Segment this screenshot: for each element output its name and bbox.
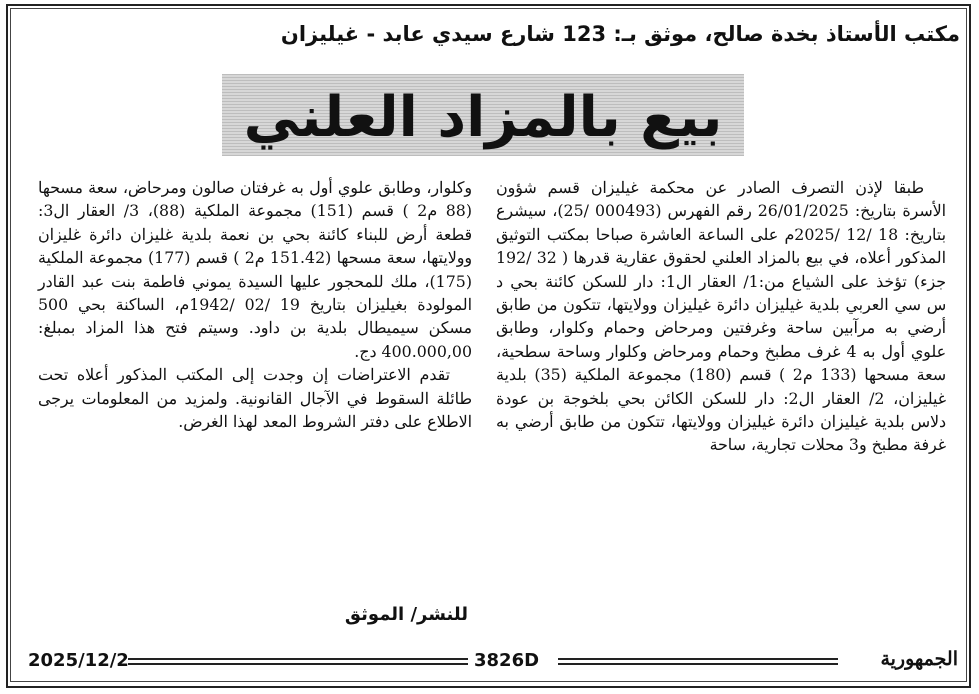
issue-number: 3826D	[474, 650, 540, 671]
publication-signoff: للنشر/ الموثق	[344, 604, 468, 625]
footer-rule-left	[128, 658, 468, 665]
newspaper-logo	[846, 648, 958, 676]
newspaper-logo-text: الجمهورية	[880, 648, 958, 670]
notary-office-line: مكتب الأستاذ بخدة صالح، موثق بـ: 123 شارع سيدي عابد - غيليزان	[280, 22, 960, 46]
right-column-paragraph: طبقا لإذن التصرف الصادر عن محكمة غيليزان قسم شؤون الأسرة بتاريخ: 26/01/2025 رقم الفهرس (000493 /25)، سيشرع بتاريخ: 18 /12 /2025م على الساعة العاشرة صباحا بمكتب التوثيق المذكور أعلاه، في بيع بالمزاد العلني لحقوق عقارية قدرها ( 32 /192 جزء) تؤخذ على الشياع من:1/ العقار ال1: دار للسكن كائنة بحي د س سي العربي بلدية غيليزان دائرة غيليزان وولايتها، تتكون من طابق أرضي به مرآبين ساحة وغرفتين ومرحاض وحمام وكلوار، وطابق علوي أول به 4 غرف مطبخ وحمام ومرحاض وكلوار وساحة سطحية، سعة مسحها (133 م2 ) قسم (180) مجموعة الملكية (35) بلدية غيليزان، 2/ العقار ال2: دار للسكن الكائن بحي بلخوجة بن عودة دلاس بلدية غيليزان دائرة غيليزان وولايتها، تتكون من طابق أرضي به غرفة مطبخ و3 محلات تجارية، ساحة	[496, 178, 947, 455]
auction-title: بيع بالمزاد العلني	[243, 85, 723, 150]
footer-rule-right	[558, 658, 838, 665]
right-column	[496, 176, 946, 457]
footer-date: 2025/12/2	[28, 650, 129, 671]
left-column-paragraph-2: تقدم الاعتراضات إن وجدت إلى المكتب المذكور أعلاه تحت طائلة السقوط في الآجال القانونية. ولمزيد من المعلومات يرجى الاطلاع على دفتر الشروط المعد لهذا الغرض.	[38, 365, 472, 432]
left-column-paragraph-1: وكلوار، وطابق علوي أول به غرفتان صالون ومرحاض، سعة مسحها (88 م2 ) قسم (151) مجموعة الملكية (88)، 3/ العقار ال3: قطعة أرض للبناء كائنة بحي بن نعمة بلدية غليزان دائرة غليزان وولايتها، سعة مسحها (151.42 م2 ) قسم (177) مجموعة الملكية (175)، ملك للمحجور عليها السيدة يموني فاطمة بنت عبد القادر المولودة بغيليزان بتاريخ 19 /02 /1942م، الساكنة بحي 500 مسكن سيميطال بلدية بن داود. وسيتم فتح هذا المزاد بمبلغ: 400.000,00 دج.	[38, 178, 472, 361]
left-column	[38, 176, 472, 433]
footer	[20, 648, 960, 678]
